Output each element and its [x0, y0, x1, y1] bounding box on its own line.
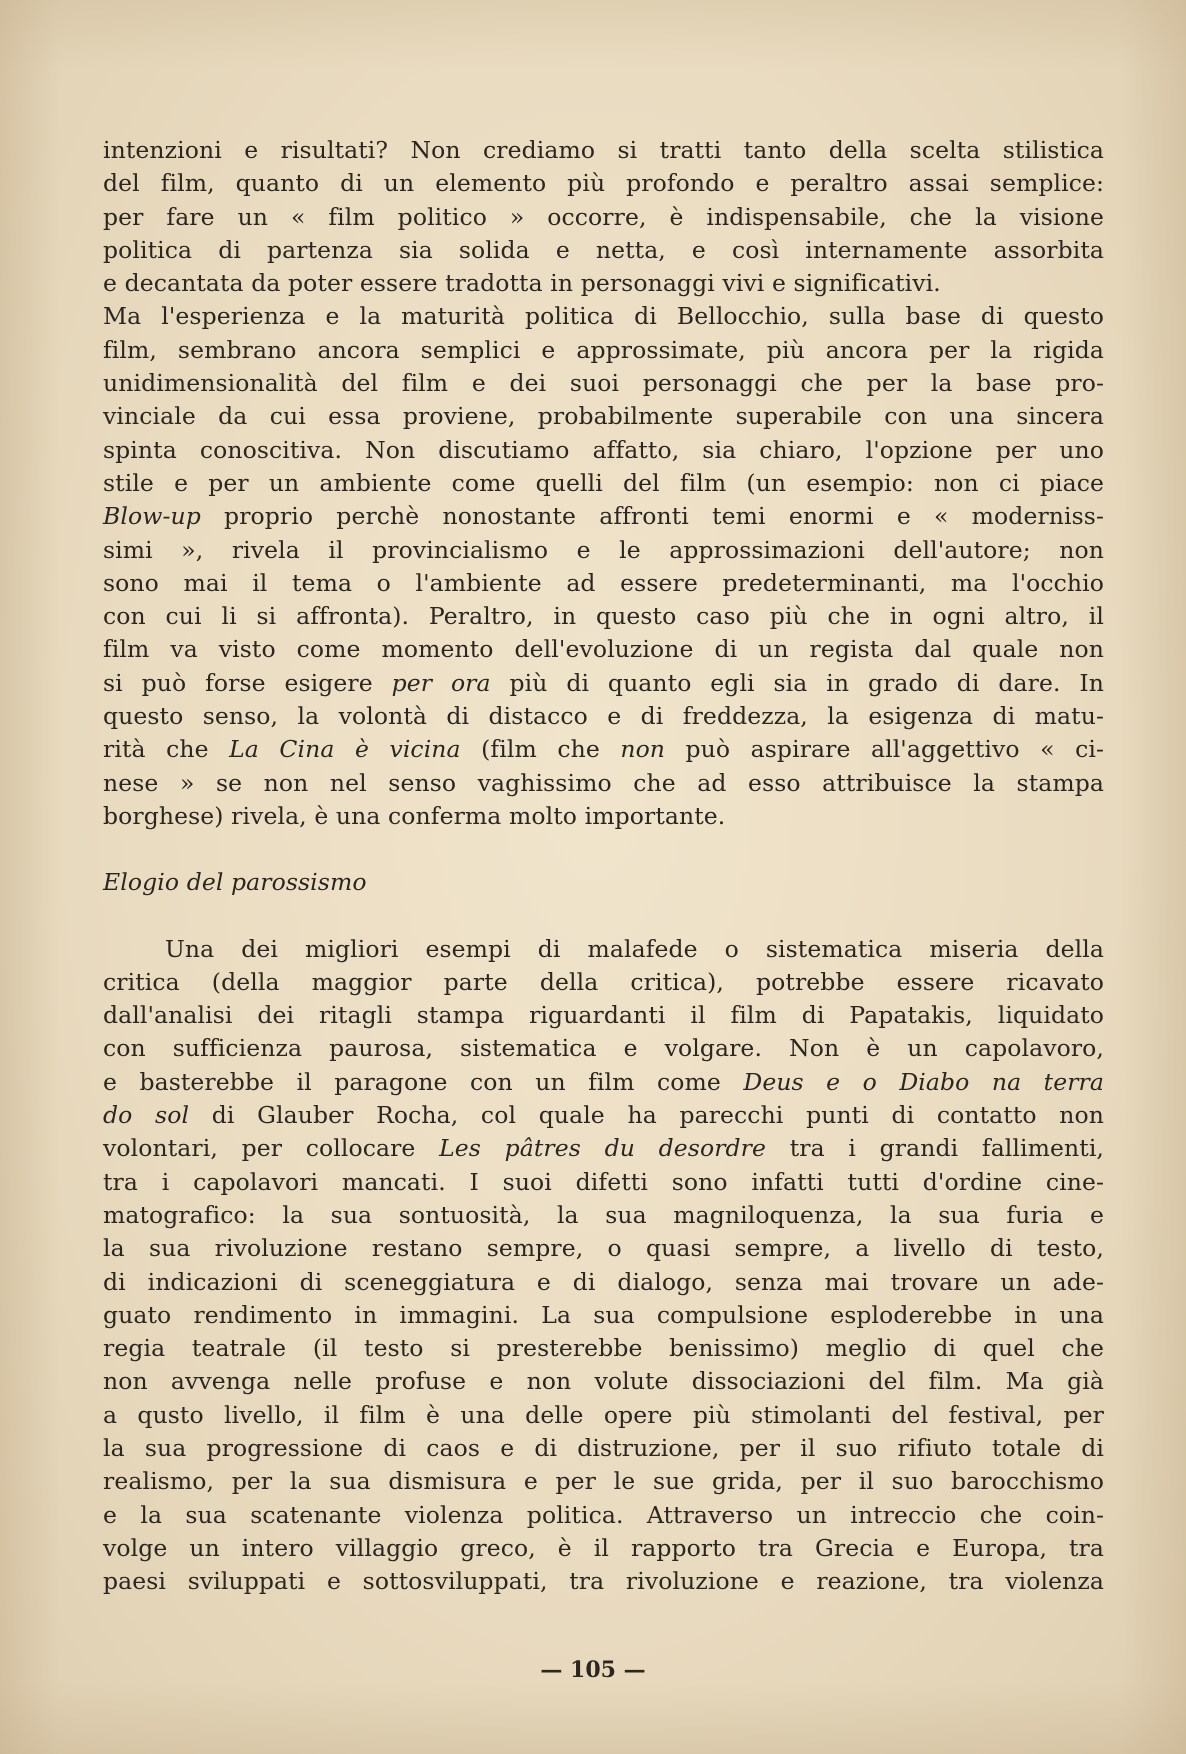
text-line [103, 1232, 1104, 1265]
text-run: di indicazioni di sceneggiatura e di dialogo, senza mai trovare un ade- [103, 1267, 1104, 1296]
text-line [103, 667, 1104, 700]
text-line [103, 500, 1104, 533]
text-line [103, 1332, 1104, 1365]
text-run: matografico: la sua sontuosità, la sua magniloquenza, la sua furia e [103, 1200, 1104, 1229]
text-run: Una dei migliori esempi di malafede o sistematica miseria della [165, 934, 1104, 963]
film-title: La Cina è vicina [229, 735, 461, 764]
text-run: film, sembrano ancora semplici e approssimate, più ancora per la rigida [103, 335, 1104, 364]
text-run: la sua progressione di caos e di distruzione, per il suo rifiuto totale di [103, 1433, 1104, 1462]
text-run: si può forse esigere [103, 668, 392, 697]
film-title: Les pâtres du desordre [439, 1134, 767, 1163]
text-run: guato rendimento in immagini. La sua compulsione esploderebbe in una [103, 1300, 1104, 1329]
text-run: paesi sviluppati e sottosviluppati, tra rivoluzione e reazione, tra violenza [103, 1567, 1104, 1596]
section-heading: Elogio del parossismo [103, 868, 367, 897]
emphasis: non [620, 735, 666, 764]
text-run: simi », rivela il provincialismo e le approssimazioni dell'autore; non [103, 535, 1104, 564]
page-body [103, 134, 1104, 1598]
film-title: do sol [103, 1101, 190, 1130]
text-run: Ma l'esperienza e la maturità politica di Bellocchio, sulla base di questo [103, 302, 1104, 331]
text-line [103, 1199, 1104, 1232]
text-run: regia teatrale (il testo si presterebbe benissimo) meglio di quel che [103, 1334, 1104, 1363]
text-run: non avvenga nelle profuse e non volute dissociazioni del film. Ma già [103, 1367, 1104, 1396]
text-line [103, 1099, 1104, 1132]
text-line [103, 334, 1104, 367]
text-line [103, 367, 1104, 400]
text-line: del film, quanto di un elemento più profondo e peraltro assai semplice: [103, 169, 1104, 198]
text-line: intenzioni e risultati? Non crediamo si tratti tanto della scelta stilistica [103, 136, 1104, 164]
text-run: tra i grandi fallimenti, [766, 1134, 1105, 1163]
text-line [103, 567, 1104, 600]
text-run: sono mai il tema o l'ambiente ad essere predeterminanti, ma l'occhio [103, 568, 1104, 597]
text-line [103, 1132, 1104, 1165]
text-line: e decantata da poter essere tradotta in personaggi vivi e significativi. [103, 269, 941, 298]
text-run: con cui li si affronta). Peraltro, in questo caso più che in ogni altro, il [103, 602, 1104, 631]
text-run: nese » se non nel senso vaghissimo che ad esso attribuisce la stampa [103, 768, 1104, 797]
emphasis: per ora [391, 668, 491, 697]
text-run: unidimensionalità del film e dei suoi personaggi che per la base pro- [103, 369, 1104, 398]
text-line [103, 467, 1104, 500]
text-run: critica (della maggior parte della critica), potrebbe essere ricavato [103, 967, 1104, 996]
text-run: a qusto livello, il film è una delle opere più stimolanti del festival, per [103, 1400, 1104, 1429]
text-line [103, 1499, 1104, 1532]
text-line [103, 1399, 1104, 1432]
text-run: la sua rivoluzione restano sempre, o quasi sempre, a livello di testo, [103, 1234, 1104, 1263]
paragraph [103, 300, 1104, 833]
text-run: proprio perchè nonostante affronti temi enormi e « moderniss- [200, 502, 1104, 531]
text-run: volge un intero villaggio greco, è il rapporto tra Grecia e Europa, tra [103, 1533, 1104, 1562]
film-title: Blow-up [103, 502, 201, 531]
text-line [103, 633, 1104, 666]
paragraph [103, 933, 1104, 1599]
text-line [103, 1032, 1104, 1065]
text-run: vinciale da cui essa proviene, probabilmente superabile con una sincera [103, 402, 1104, 431]
text-line [103, 700, 1104, 733]
text-line [103, 534, 1104, 567]
text-line [103, 1365, 1104, 1398]
text-run: borghese) rivela, è una conferma molto importante. [103, 801, 726, 830]
text-line: politica di partenza sia solida e netta, e così internamente assorbita [103, 235, 1104, 264]
text-run: può aspirare all'aggettivo « ci- [665, 735, 1104, 764]
text-line [103, 1066, 1104, 1099]
text-run: rità che [103, 735, 230, 764]
text-run: spinta conoscitiva. Non discutiamo affatto, sia chiaro, l'opzione per uno [103, 435, 1104, 464]
paragraph [103, 134, 1104, 300]
text-line [103, 800, 1104, 833]
text-run: film va visto come momento dell'evoluzione di un regista dal quale non [103, 635, 1104, 664]
text-line: per fare un « film politico » occorre, è indispensabile, che la visione [103, 202, 1104, 231]
text-run: più di quanto egli sia in grado di dare. In [490, 668, 1104, 697]
text-line [103, 1166, 1104, 1199]
text-line [103, 933, 1104, 966]
text-run: di Glauber Rocha, col quale ha parecchi punti di contatto non [189, 1101, 1104, 1130]
text-line [103, 767, 1104, 800]
text-run: dall'analisi dei ritagli stampa riguardanti il film di Papatakis, liquidato [103, 1001, 1104, 1030]
text-run: volontari, per collocare [103, 1134, 440, 1163]
text-run: e la sua scatenante violenza politica. Attraverso un intreccio che coin- [103, 1500, 1104, 1529]
text-line [103, 434, 1104, 467]
text-run: e basterebbe il paragone con un film come [103, 1067, 744, 1096]
text-line [103, 600, 1104, 633]
text-line [103, 966, 1104, 999]
film-title: Deus e o Diabo na terra [743, 1067, 1104, 1096]
page-number: — 105 — [540, 1657, 646, 1683]
text-run: questo senso, la volontà di distacco e di freddezza, la esigenza di matu- [103, 702, 1104, 731]
text-run: stile e per un ambiente come quelli del film (un esempio: non ci piace [103, 468, 1104, 497]
text-line [103, 1465, 1104, 1498]
text-line [103, 300, 1104, 333]
text-run: con sufficienza paurosa, sistematica e volgare. Non è un capolavoro, [103, 1034, 1104, 1063]
text-line [103, 1299, 1104, 1332]
text-line [103, 1432, 1104, 1465]
text-run: realismo, per la sua dismisura e per le sue grida, per il suo barocchismo [103, 1467, 1104, 1496]
text-line [103, 999, 1104, 1032]
text-line [103, 1266, 1104, 1299]
text-line [103, 400, 1104, 433]
text-run: tra i capolavori mancati. I suoi difetti sono infatti tutti d'ordine cine- [103, 1167, 1104, 1196]
text-line [103, 1532, 1104, 1565]
text-run: (film che [460, 735, 621, 764]
text-line [103, 733, 1104, 766]
text-line [103, 1565, 1104, 1598]
